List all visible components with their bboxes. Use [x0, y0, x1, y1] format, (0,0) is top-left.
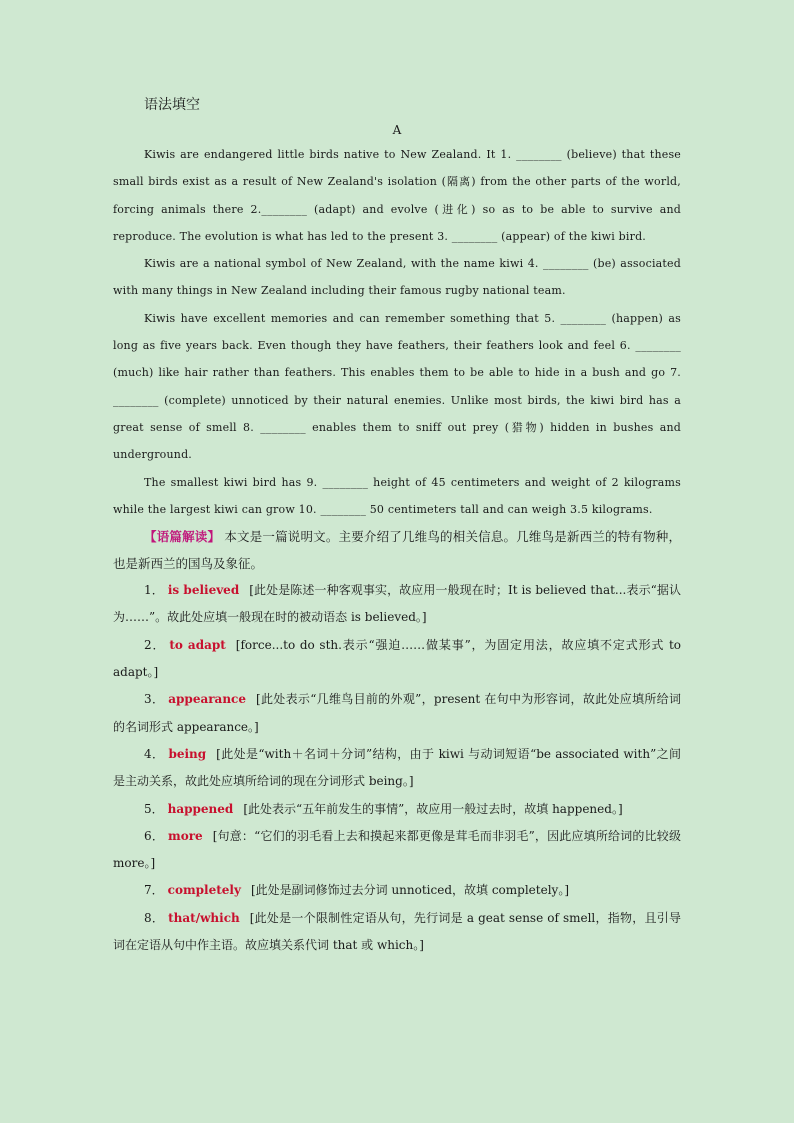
answer-word: appearance	[168, 692, 246, 707]
answer-item	[113, 577, 681, 632]
answer-item	[113, 796, 681, 823]
answer-list	[113, 577, 681, 959]
answer-number: 7．	[144, 883, 164, 898]
answer-item	[113, 905, 681, 960]
answer-item	[113, 686, 681, 741]
answer-number: 5．	[144, 801, 164, 816]
answer-word: happened	[167, 801, 234, 816]
answer-number: 2．	[144, 637, 166, 652]
answer-number: 6．	[144, 828, 165, 843]
answer-note: [force...to do sth.表示“强迫……做某事”，为固定用法，故应填不定式形式 to adapt。]	[113, 637, 681, 680]
answer-item	[113, 823, 681, 878]
analysis-tag: 【语篇解读】	[144, 529, 221, 545]
analysis-paragraph	[113, 523, 681, 577]
answer-word: being	[168, 746, 207, 761]
answer-number: 1．	[144, 583, 164, 598]
answer-note: [此处是一个限制性定语从句，先行词是 a geat sense of smell，指物，且引导词在定语从句中作主语。故应填关系代词 that 或 which。]	[113, 910, 681, 953]
answer-word: to adapt	[169, 637, 226, 652]
answer-item	[113, 877, 681, 904]
answer-note: [句意：“它们的羽毛看上去和摸起来都更像是茸毛而非羽毛”，因此应填所给词的比较级 more。]	[113, 828, 681, 871]
answer-number: 8．	[144, 910, 165, 925]
answer-word: that/which	[168, 910, 240, 925]
answer-note: [此处表示“几维鸟目前的外观”，present 在句中为形容词，故此处应填所给词的名词形式 appearance。]	[113, 692, 681, 734]
answer-word: completely	[167, 883, 241, 898]
answer-number: 4．	[144, 746, 165, 761]
passage-paragraph: Kiwis have excellent memories and can remember something that 5. ________ (happen) as long as five years back. Even though they have feathers, their feathers look and feel 6. ________ (much) like hair rather than feathers. This enables them to be able to hide in a bush and go 7. ________ (complete) unnoticed by their natural enemies. Unlike most birds, the kiwi bird has a great sense of smell 8. ________ enables them to sniff out prey (猎物) hidden in bushes and underground.	[113, 311, 681, 462]
answer-word: is believed	[167, 583, 240, 598]
answer-note: [此处是“with＋名词＋分词”结构，由于 kiwi 与动词短语“be associated with”之间是主动关系，故此处应填所给词的现在分词形式 being。]	[113, 746, 681, 789]
answer-item	[113, 741, 681, 796]
answer-number: 3．	[144, 692, 165, 707]
passage-paragraph: Kiwis are endangered little birds native to New Zealand. It 1. ________ (believe) that these small birds exist as a result of New Zealand's isolation (隔离) from the other parts of the world, forcing animals there 2.________ (adapt) and evolve (进化) so as to be able to survive and reproduce. The evolution is what has led to the present 3. ________ (appear) of the kiwi bird.	[113, 148, 681, 243]
passage-letter: A	[392, 123, 402, 137]
answer-note: [此处是陈述一种客观事实，故应用一般现在时；It is believed that...表示“据认为……”。故此处应填一般现在时的被动语态 is believed。]	[113, 583, 681, 625]
answer-item	[113, 632, 681, 687]
analysis-text: 本文是一篇说明文。主要介绍了几维鸟的相关信息。几维鸟是新西兰的特有物种，也是新西兰的国鸟及象征。	[113, 529, 681, 572]
passage-paragraph: Kiwis are a national symbol of New Zealand, with the name kiwi 4. ________ (be) associated with many things in New Zealand including their famous rugby national team.	[113, 257, 681, 298]
answer-note: [此处表示“五年前发生的事情”，故应用一般过去时，故填 happened。]	[243, 801, 623, 816]
answer-word: more	[168, 828, 203, 843]
passage-paragraph: The smallest kiwi bird has 9. ________ height of 45 centimeters and weight of 2 kilograms while the largest kiwi can grow 10. ________ 50 centimeters tall and can weigh 3.5 kilograms.	[113, 475, 681, 516]
answer-note: [此处是副词修饰过去分词 unnoticed，故填 completely。]	[250, 883, 570, 898]
section-title: 语法填空	[144, 97, 200, 113]
